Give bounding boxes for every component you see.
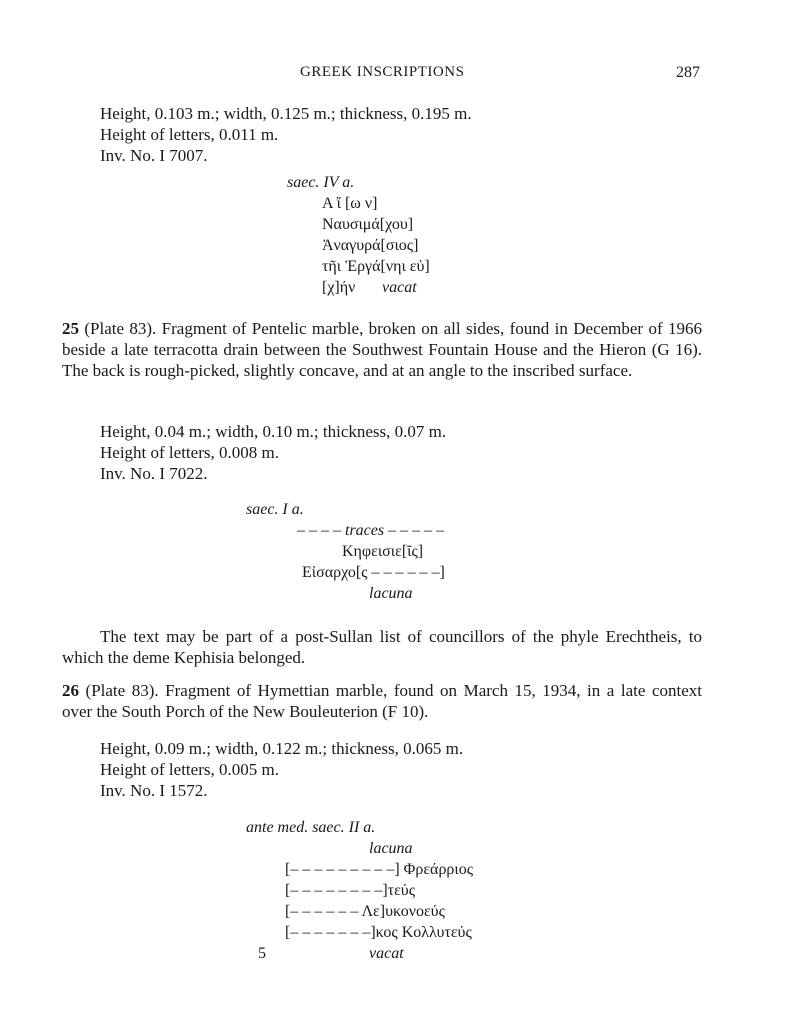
entry25-number: 25: [62, 319, 79, 338]
entry26-description: (Plate 83). Fragment of Hymettian marble, found on March 15, 1934, in a late context over the South Porch of the New Bouleuterion (F 10).: [62, 681, 703, 721]
entry25-line-2: Εἰσαρχο[ς – – – – – –]: [302, 564, 445, 581]
entry25-traces-dashes-right: – – – – –: [388, 522, 445, 539]
entry25-traces: traces: [345, 522, 385, 539]
entry26-number: 26: [62, 681, 79, 700]
entry24-line-5: [χ]ήν: [322, 279, 356, 296]
entry26-line-3: [– – – – – – Λε]υκονοεύς: [285, 903, 445, 920]
entry24-line-1: Α ἴ [ω ν]: [322, 195, 378, 212]
entry26-line-number: 5: [258, 945, 266, 962]
entry26-lacuna: lacuna: [369, 840, 413, 857]
entry24-line-2: Ναυσιμά[χου]: [322, 216, 414, 233]
entry25-traces-dashes-left: – – – –: [297, 522, 341, 539]
entry24-line-4: τῆι Ἐργά[νηι εὐ]: [322, 258, 430, 275]
entry25-description: (Plate 83). Fragment of Pentelic marble, broken on all sides, found in December of 1966 beside a late terracotta drain between the Southwest Fountain House and the Hieron (G 16). The back is rough-picked, slightly concave, and at an angle to the inscribed surface.: [62, 319, 702, 380]
entry26-vacat: vacat: [369, 945, 404, 962]
entry26-inventory: Inv. No. I 1572.: [100, 781, 208, 800]
entry25-letter-height: Height of letters, 0.008 m.: [100, 443, 279, 462]
entry26-dimensions: Height, 0.09 m.; width, 0.122 m.; thickness, 0.065 m.: [100, 739, 464, 758]
entry26-description-block: [62, 680, 702, 722]
entry25-description-block: [62, 318, 702, 381]
running-header-title: GREEK INSCRIPTIONS: [300, 64, 465, 80]
entry26-line-4: [– – – – – – –]κος Κολλυτεύς: [285, 924, 472, 941]
entry26-letter-height: Height of letters, 0.005 m.: [100, 760, 279, 779]
entry24-vacat: vacat: [382, 279, 417, 296]
entry24-inventory: Inv. No. I 7007.: [100, 146, 208, 165]
entry25-traces-line: [297, 520, 444, 541]
entry26-line-2: [– – – – – – – –]τεύς: [285, 882, 416, 899]
entry24-date: saec. IV a.: [287, 174, 355, 191]
entry25-commentary: The text may be part of a post-Sullan list of councillors of the phyle Erechtheis, to which the deme Kephisia belonged.: [62, 627, 702, 667]
entry24-line-3: Ἀναγυρά[σιος]: [322, 237, 419, 254]
page-number: 287: [676, 64, 700, 81]
entry25-line-1: Κηφεισιε[ῖς]: [342, 543, 424, 560]
entry25-date: saec. I a.: [246, 501, 304, 518]
entry26-line-1: [– – – – – – – – –] Φρεάρριος: [285, 861, 474, 878]
entry25-inventory: Inv. No. I 7022.: [100, 464, 208, 483]
entry26-date: ante med. saec. II a.: [246, 819, 376, 836]
entry25-lacuna: lacuna: [369, 585, 413, 602]
entry24-dimensions: Height, 0.103 m.; width, 0.125 m.; thickness, 0.195 m.: [100, 104, 472, 123]
entry25-dimensions: Height, 0.04 m.; width, 0.10 m.; thickness, 0.07 m.: [100, 422, 447, 441]
entry24-letter-height: Height of letters, 0.011 m.: [100, 125, 279, 144]
